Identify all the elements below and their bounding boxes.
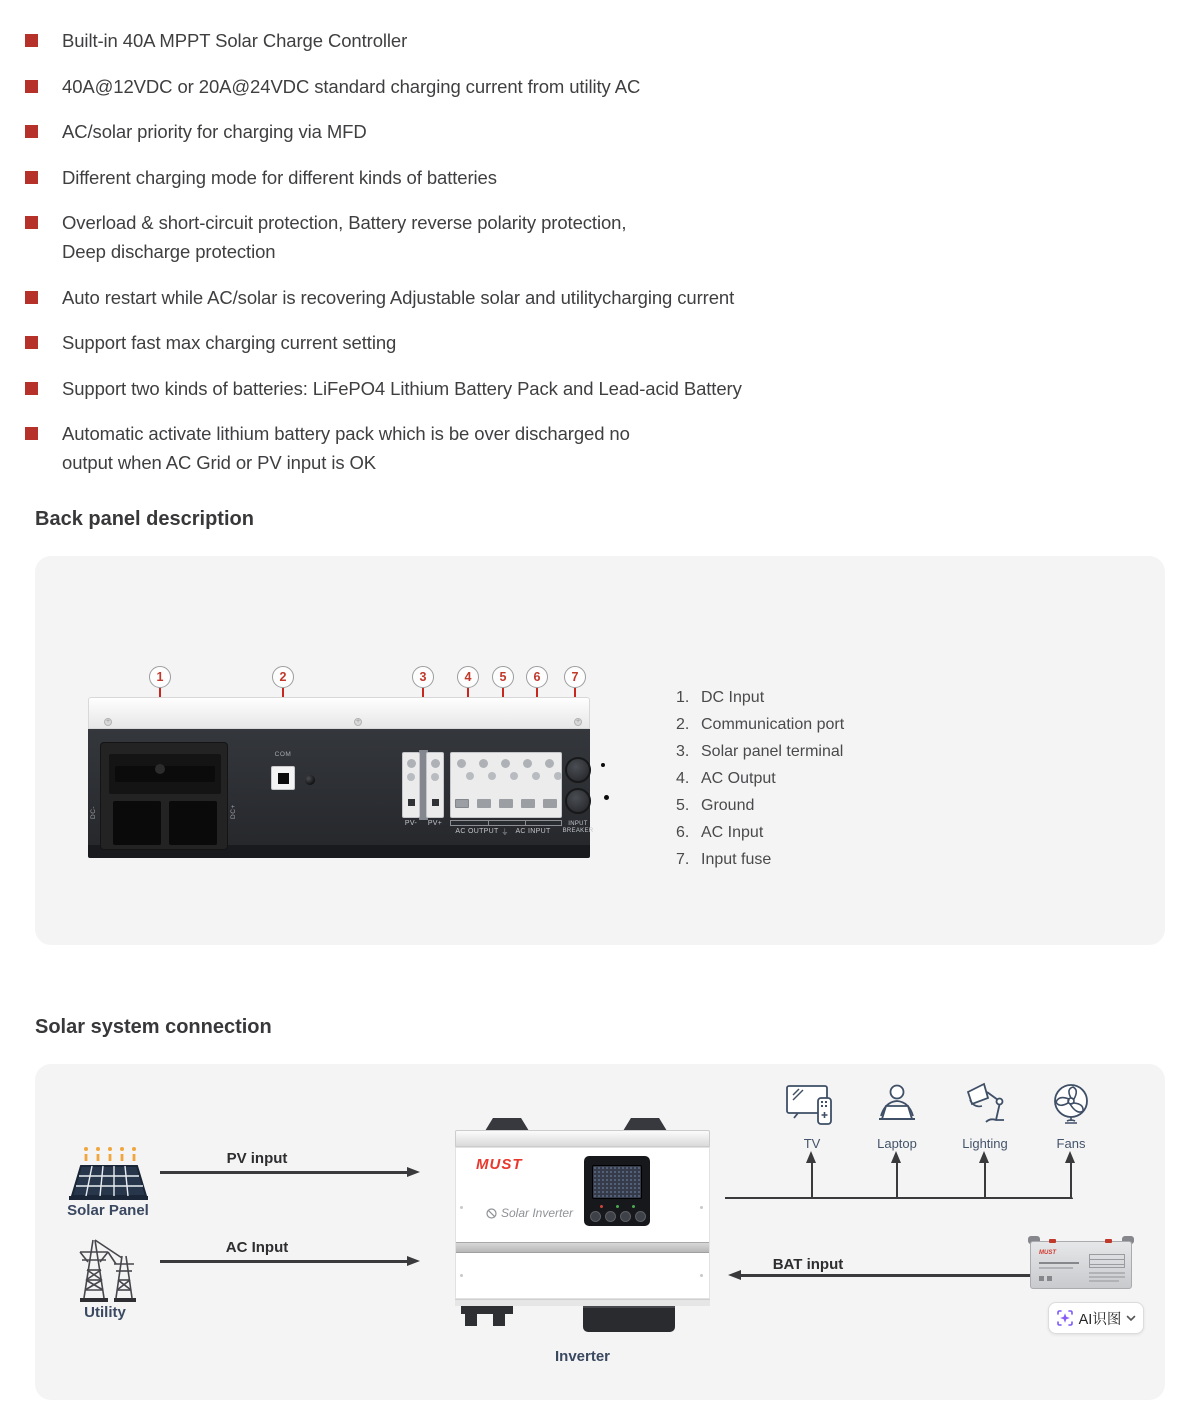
utility-towers-icon (72, 1232, 138, 1304)
bullet-square-icon (25, 34, 38, 47)
callout-7: 7 (564, 666, 586, 688)
utility-label: Utility (84, 1304, 126, 1321)
feature-text: Different charging mode for different kinds of batteries (62, 166, 497, 188)
bullet-square-icon (25, 427, 38, 440)
tv-label: TV (803, 1136, 821, 1151)
back-panel-figure (85, 655, 645, 870)
pv-plus-terminal (426, 752, 444, 818)
ai-button-label: AI识图 (1078, 1311, 1122, 1328)
dc-hole (113, 801, 161, 845)
battery-pack-figure (1030, 1235, 1132, 1291)
legend-label: Input fuse (701, 850, 772, 868)
fans-feed-line (1070, 1162, 1073, 1198)
inverter-front-face (455, 1147, 710, 1299)
screw-icon: + (355, 718, 361, 725)
battery-brand-logo: MUST (1039, 1250, 1056, 1256)
bracket-divider (525, 821, 526, 825)
legend-item (676, 792, 844, 819)
certification-mark (1047, 1276, 1052, 1281)
battery-text-line (1089, 1272, 1125, 1274)
screw-row (466, 772, 474, 780)
control-panel (584, 1156, 650, 1226)
terminal-latch (432, 799, 439, 806)
callout-6: 6 (526, 666, 548, 688)
legend-number: 1. (676, 688, 690, 706)
screw-icon: + (575, 718, 581, 725)
chevron-down-icon[interactable] (1126, 1315, 1136, 1322)
input-breaker-label: INPUT BREAKER (562, 821, 594, 834)
bullet-square-icon (25, 336, 38, 349)
bat-input-label: BAT input (772, 1256, 844, 1273)
feature-item (25, 208, 1160, 266)
battery-spec-table (1089, 1254, 1125, 1268)
feature-item (25, 419, 1160, 477)
battery-text-line (1039, 1267, 1073, 1269)
legend-item (676, 738, 844, 765)
dc-hole (169, 801, 217, 845)
feature-item (25, 72, 1160, 101)
appliance-fans (1041, 1082, 1101, 1151)
screw-icon (407, 759, 416, 768)
ac-terminal-strip (450, 752, 562, 818)
bottom-tray (583, 1306, 675, 1332)
back-panel-heading: Back panel description (35, 508, 254, 530)
battery-terminal (1105, 1239, 1112, 1243)
feature-text: Auto restart while AC/solar is recovering Adjustable solar and utilitycharging current (62, 286, 735, 308)
lighting-label: Lighting (962, 1136, 1008, 1151)
led-icon (616, 1205, 619, 1208)
screw-icon (700, 1206, 703, 1209)
unit-top-cap (88, 697, 590, 729)
legend-item (676, 846, 844, 873)
ac-input-arrow (160, 1260, 410, 1263)
legend-label: Ground (701, 796, 755, 814)
legend-number: 2. (676, 715, 690, 733)
certification-mark (1039, 1276, 1044, 1281)
laptop-label: Laptop (877, 1136, 917, 1151)
feature-text: Support fast max charging current setting (62, 332, 397, 353)
lighting-feed-line (984, 1162, 987, 1198)
solar-inverter-logo-icon (486, 1208, 497, 1219)
dc-recess (109, 754, 221, 794)
laptop-feed-line (896, 1162, 899, 1198)
battery-text-line (1089, 1280, 1119, 1282)
bat-input-arrow (739, 1274, 1037, 1277)
arrow-head-icon (407, 1167, 420, 1177)
fan-icon (1046, 1082, 1096, 1128)
dc-knob (155, 764, 165, 774)
ac-input-label: AC Input (225, 1239, 289, 1256)
feature-list (25, 26, 1160, 494)
arrow-head-icon (1065, 1151, 1075, 1163)
screw-icon (700, 1274, 703, 1277)
feature-item (25, 328, 1160, 357)
feature-item (25, 283, 1160, 312)
screw-icon: + (105, 718, 111, 725)
screw-icon (431, 773, 439, 781)
inverter-back-unit (88, 697, 594, 858)
arrow-head-icon (407, 1256, 420, 1266)
bullet-square-icon (25, 80, 38, 93)
solar-panel-label: Solar Panel (67, 1202, 149, 1219)
back-panel-legend (676, 684, 844, 873)
panel-button (620, 1211, 631, 1222)
feature-text: output when AC Grid or PV input is OK (62, 452, 377, 473)
output-bus-line (725, 1197, 1073, 1200)
legend-item (676, 765, 844, 792)
panel-hole (601, 763, 605, 767)
feature-text: Deep discharge protection (62, 241, 276, 262)
pv-plus-label: PV+ (427, 820, 443, 827)
feature-text: AC/solar priority for charging via MFD (62, 121, 367, 142)
legend-label: DC Input (701, 688, 765, 706)
pv-input-arrow (160, 1171, 410, 1174)
feature-text: Automatic activate lithium battery pack which is be over discharged no (62, 423, 630, 444)
legend-label: Solar panel terminal (701, 742, 844, 760)
input-breaker-fuse (565, 788, 591, 814)
pv-minus-label: PV- (404, 820, 418, 827)
feature-item (25, 26, 1160, 55)
legend-number: 3. (676, 742, 690, 760)
dc-minus-label: DC- (90, 805, 97, 819)
legend-item (676, 684, 844, 711)
ground-symbol-icon: ⏚ (501, 829, 509, 836)
legend-number: 7. (676, 850, 690, 868)
screw-icon (431, 759, 440, 768)
product-name (486, 1206, 573, 1220)
ai-scan-icon (1056, 1309, 1074, 1327)
brand-logo: MUST (476, 1156, 523, 1173)
ac-input-label: AC INPUT (515, 828, 551, 835)
legend-item (676, 819, 844, 846)
arrow-head-icon (979, 1151, 989, 1163)
battery-body (1030, 1241, 1132, 1289)
terminal-block (461, 1306, 513, 1314)
com-port (271, 766, 295, 790)
dc-input-block (100, 742, 228, 850)
solar-panel-icon (68, 1145, 148, 1203)
dc-plus-label: DC+ (230, 804, 237, 819)
dc-connector (115, 766, 215, 782)
legend-number: 5. (676, 796, 690, 814)
feature-item (25, 374, 1160, 403)
bullet-square-icon (25, 382, 38, 395)
ac-label-bracket (450, 820, 562, 826)
panel-hole (604, 795, 609, 800)
solar-system-card (35, 1064, 1165, 1400)
legend-label: Communication port (701, 715, 845, 733)
bullet-square-icon (25, 291, 38, 304)
feature-text: Overload & short-circuit protection, Battery reverse polarity protection, (62, 212, 627, 233)
terminal-latch (408, 799, 415, 806)
lcd-screen (592, 1165, 642, 1199)
screw-icon (460, 1206, 463, 1209)
callout-3: 3 (412, 666, 434, 688)
inverter-bottom-strip (455, 1299, 710, 1306)
appliance-laptop (867, 1082, 927, 1151)
appliance-tv (782, 1082, 842, 1151)
screw-icon (460, 1274, 463, 1277)
inverter-label: Inverter (554, 1348, 611, 1365)
callout-2: 2 (272, 666, 294, 688)
laptop-icon (871, 1082, 923, 1128)
terminal-leg (465, 1314, 477, 1326)
screw-row (457, 759, 466, 768)
feature-item (25, 117, 1160, 146)
pv-minus-terminal (402, 752, 420, 818)
lighting-icon (960, 1082, 1010, 1128)
arrow-head-icon (891, 1151, 901, 1163)
inverter-top-cap (455, 1130, 710, 1147)
inverter-mid-band (456, 1242, 709, 1253)
appliance-lighting (955, 1082, 1015, 1151)
ai-image-recognition-button[interactable] (1048, 1302, 1144, 1334)
bullet-square-icon (25, 125, 38, 138)
tv-feed-line (811, 1162, 814, 1198)
bullet-square-icon (25, 216, 38, 229)
pv-input-label: PV input (226, 1150, 288, 1167)
battery-terminal (1049, 1239, 1056, 1243)
feature-item (25, 163, 1160, 192)
inverter-figure (455, 1118, 710, 1368)
fans-label: Fans (1056, 1136, 1086, 1151)
panel-button (590, 1211, 601, 1222)
panel-button (605, 1211, 616, 1222)
legend-label: AC Input (701, 823, 764, 841)
callout-5: 5 (492, 666, 514, 688)
legend-label: AC Output (701, 769, 776, 787)
round-hole (305, 775, 315, 785)
com-port-socket (278, 773, 289, 784)
led-icon (600, 1205, 603, 1208)
terminal-leg (493, 1314, 505, 1326)
bracket-divider (488, 821, 489, 825)
feature-text: Support two kinds of batteries: LiFePO4 Lithium Battery Pack and Lead-acid Battery (62, 377, 742, 399)
screw-icon (407, 773, 415, 781)
legend-item (676, 711, 844, 738)
bullet-square-icon (25, 171, 38, 184)
back-panel-card (35, 556, 1165, 945)
ac-output-label: AC OUTPUT (455, 828, 499, 835)
callout-4: 4 (457, 666, 479, 688)
battery-text-line (1089, 1276, 1125, 1278)
arrow-head-icon (728, 1270, 741, 1280)
product-name-text: Solar Inverter (501, 1206, 574, 1220)
legend-number: 4. (676, 769, 690, 787)
input-breaker-fuse (565, 757, 591, 783)
feature-text: Built-in 40A MPPT Solar Charge Controller (62, 30, 408, 51)
legend-number: 6. (676, 823, 690, 841)
callout-1: 1 (149, 666, 171, 688)
battery-text-line (1039, 1262, 1079, 1264)
solar-system-heading: Solar system connection (35, 1016, 272, 1038)
latch-row (455, 799, 469, 808)
panel-button (635, 1211, 646, 1222)
tv-icon (784, 1082, 840, 1128)
feature-text: 40A@12VDC or 20A@24VDC standard charging current from utility AC (62, 75, 641, 97)
led-icon (632, 1205, 635, 1208)
arrow-head-icon (806, 1151, 816, 1163)
com-label: COM (274, 751, 292, 758)
